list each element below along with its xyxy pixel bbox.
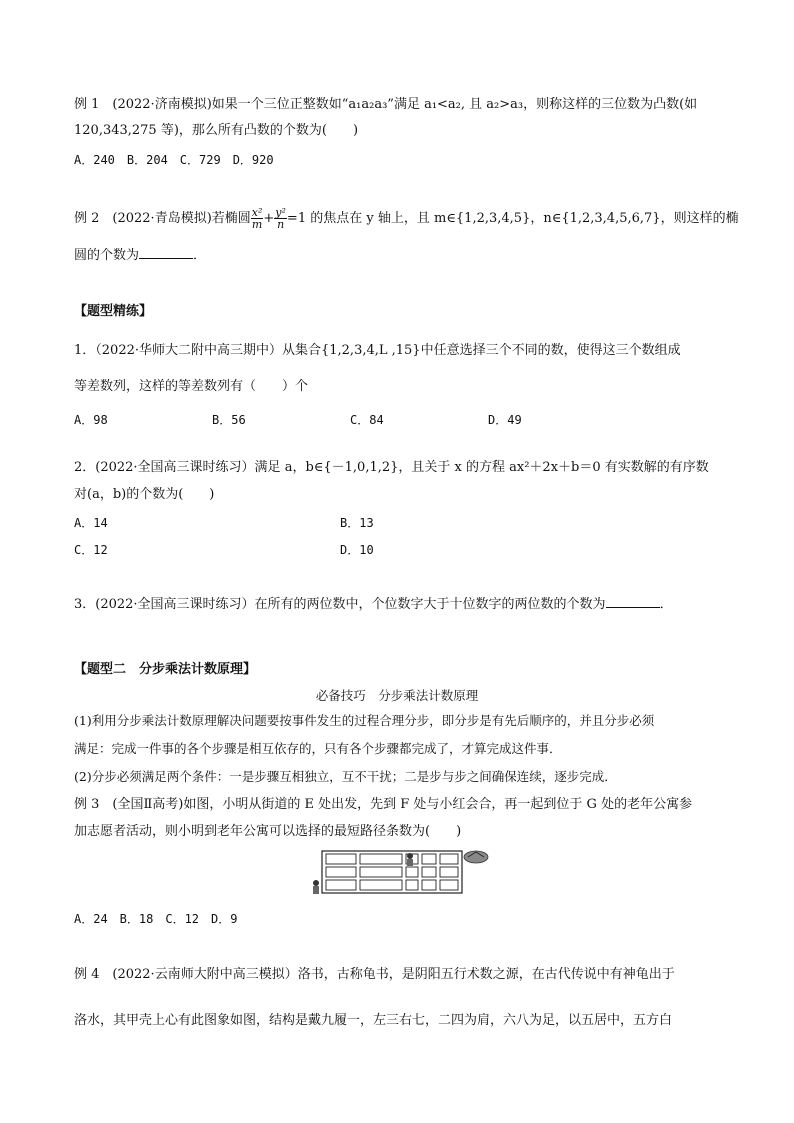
example-1-line-2: 120,343,275 等)，那么所有凸数的个数为( ) [74, 123, 359, 138]
tip-1-line-2: 满足：完成一件事的各个步骤是相互依存的，只有各个步骤都完成了，才算完成这件事． [74, 741, 562, 756]
question-2-option-d: D．10 [340, 543, 374, 557]
question-1-option-c: C．84 [350, 413, 384, 427]
example-2-suffix: =1 的焦点在 y 轴上，且 m∈{1,2,3,4,5}，n∈{1,2,3,4,5,6,7}，则这样的椭 [286, 211, 739, 226]
example-3-line-1: 例 3 (全国Ⅱ高考)如图，小明从街道的 E 处出发，先到 F 处与小红会合，再一起到位于 G 处的老年公寓参 [74, 797, 693, 812]
question-3-text: 3．(2022·全国高三课时练习）在所有的两位数中，个位数字大于十位数字的两位数的个数为 [74, 597, 606, 612]
grid-outline [322, 851, 462, 893]
example-3-line-2: 加志愿者活动，则小明到老年公寓可以选择的最短路径条数为( ) [74, 824, 462, 839]
section-2-subheading: 必备技巧 分步乘法计数原理 [315, 688, 479, 703]
tip-2: (2)分步必须满足两个条件：一是步骤互相独立，互不干扰；二是步与步之间确保连续，逐步完成． [74, 769, 617, 784]
example-2-line-2 [74, 246, 206, 265]
example-4-line-2: 洛水，其甲壳上心有此图象如图，结构是戴九履一，左三右七，二四为肩，六八为足，以五居中，五方白 [74, 1013, 673, 1028]
question-2-option-a: A．14 [74, 516, 108, 530]
question-2-option-c: C．12 [74, 543, 108, 557]
example-3-options: A．24 B．18 C．12 D．9 [74, 912, 238, 926]
example-2-line-2-text: 圆的个数为 [74, 248, 140, 263]
question-1-line-2: 等差数列，这样的等差数列有（ ）个 [74, 379, 309, 394]
person-e-icon [313, 880, 319, 894]
fraction-denominator: m [251, 218, 263, 231]
question-1-option-a: A．98 [74, 413, 108, 427]
person-f-icon [407, 853, 413, 866]
example-1-options: A．240 B．204 C．729 D．920 [74, 153, 274, 167]
question-2-line-1: 2．(2022·全国高三课时练习）满足 a，b∈{－1,0,1,2}，且关于 x 的方程 ax²＋2x＋b＝0 有实数解的有序数 [74, 460, 709, 475]
fraction-x-over-m [251, 207, 264, 230]
example-2-prefix: 例 2 (2022·青岛模拟)若椭圆 [74, 211, 251, 226]
tip-1-line-1: (1)利用分步乘法计数原理解决问题要按事件发生的过程合理分步，即分步是有先后顺序的，并且分步必须 [74, 713, 655, 728]
question-1-line-1: 1．（2022·华师大二附中高三期中）从集合{1,2,3,4,L ,15}中任意选择三个不同的数，使得这三个数组成 [74, 343, 681, 358]
period: ． [659, 597, 673, 612]
plus-sign: + [263, 211, 275, 226]
grid-blocks [326, 854, 458, 890]
example-1-line-1: 例 1 (2022·济南模拟)如果一个三位正整数如“a₁a₂a₃”满足 a₁<a₂, 且 a₂>a₃，则称这样的三位数为凸数(如 [74, 97, 698, 112]
question-2-option-b: B．13 [340, 516, 374, 530]
example-2-line-1 [74, 207, 739, 230]
fraction-denominator: n [277, 218, 285, 231]
period: ． [193, 248, 207, 263]
senior-home-g-icon [464, 851, 488, 863]
fraction-y-over-n [274, 207, 287, 230]
question-3 [74, 595, 673, 614]
answer-blank[interactable] [139, 246, 193, 259]
practice-heading: 【题型精练】 [74, 304, 153, 319]
question-1-option-d: D．49 [488, 413, 522, 427]
question-1-option-b: B．56 [212, 413, 246, 427]
fraction-numerator: x² [251, 206, 263, 219]
fraction-numerator: y² [275, 206, 286, 219]
question-2-line-2: 对(a，b)的个数为( ) [74, 487, 215, 502]
example-4-line-1: 例 4 (2022·云南师大附中高三模拟）洛书，古称龟书，是阴阳五行术数之源，在古代传说中有神龟出于 [74, 967, 675, 982]
section-2-heading: 【题型二 分步乘法计数原理】 [74, 662, 257, 677]
street-grid-figure [310, 846, 490, 896]
answer-blank[interactable] [606, 595, 660, 608]
